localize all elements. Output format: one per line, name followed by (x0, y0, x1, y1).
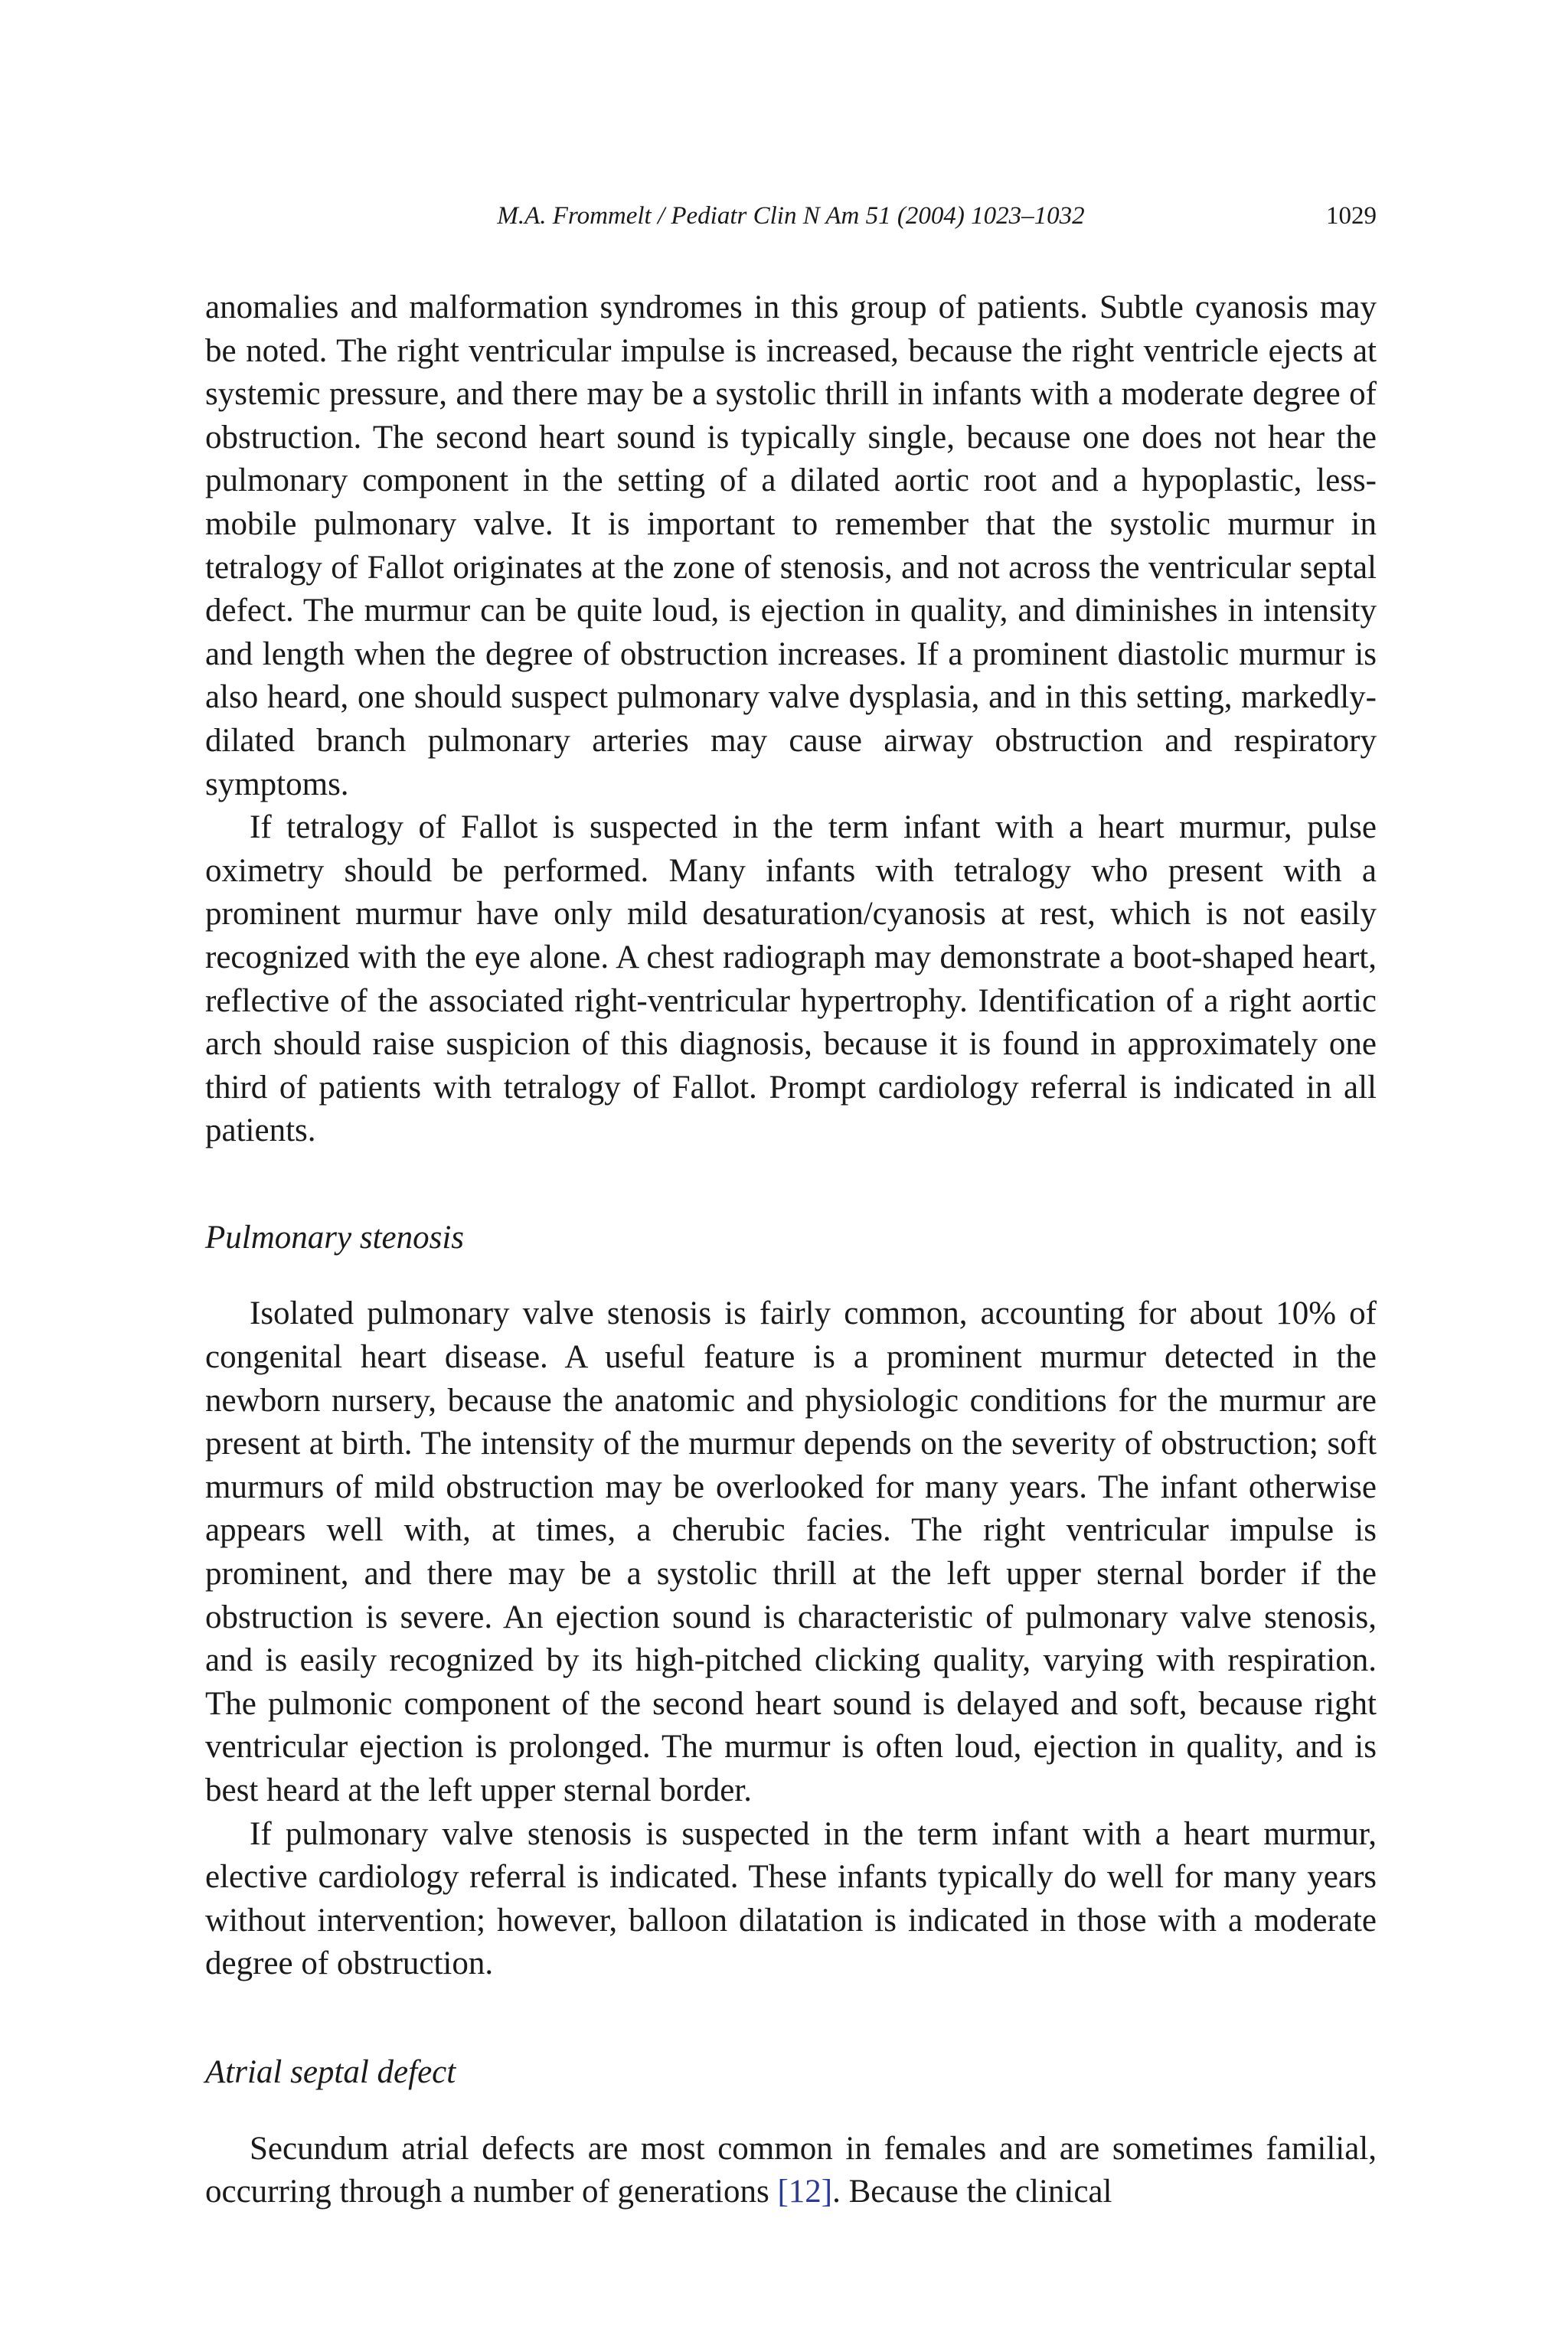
page-number: 1029 (1326, 202, 1377, 230)
paragraph-tetralogy-exam: anomalies and malformation syndromes in this group of patients. Subtle cyanosis may be noted. The right ventricular impulse is increased, because the right ventricle ejects at systemic pressure, and there may be a systolic thrill in infants with a moderate degree of obstruction. The second heart sound is typically single, because one does not hear the pulmonary component in the setting of a dilated aortic root and a hypoplastic, less-mobile pulmonary valve. It is important to remember that the systolic murmur in tetralogy of Fallot originates at the zone of stenosis, and not across the ventricular septal defect. The murmur can be quite loud, is ejection in quality, and diminishes in intensity and length when the degree of obstruction increases. If a prominent diastolic murmur is also heard, one should suspect pulmonary valve dysplasia, and in this setting, markedly-dilated branch pulmonary arteries may cause airway obstruction and respiratory symptoms. (205, 289, 1377, 802)
paragraph-pulmonary-stenosis-findings: Isolated pulmonary valve stenosis is fairly common, accounting for about 10% of congenital heart disease. A useful feature is a prominent murmur detected in the newborn nursery, because the anatomic and physiologic conditions for the murmur are present at birth. The intensity of the murmur depends on the severity of obstruction; soft murmurs of mild obstruction may be overlooked for many years. The infant otherwise appears well with, at times, a cherubic facies. The right ventricular impulse is prominent, and there may be a systolic thrill at the left upper sternal border if the obstruction is severe. An ejection sound is characteristic of pulmonary valve stenosis, and is easily recognized by its high-pitched clicking quality, varying with respiration. The pulmonic component of the second heart sound is delayed and soft, because right ventricular ejection is prolonged. The murmur is often loud, ejection in quality, and is best heard at the left upper sternal border. (205, 1295, 1377, 1808)
paragraph-text-before-reference: Secundum atrial defects are most common in females and are sometimes familial, occurring through a number of generations (205, 2130, 1377, 2210)
paragraph-text-after-reference: . Because the clinical (832, 2174, 1112, 2210)
article-body (205, 286, 1377, 2214)
section-heading-atrial-septal-defect: Atrial septal defect (205, 2053, 456, 2090)
paragraph-atrial-septal-defect (205, 2128, 1377, 2214)
running-head-citation: M.A. Frommelt / Pediatr Clin N Am 51 (2004) 1023–1032 (497, 202, 1085, 230)
journal-page (205, 198, 1377, 2214)
paragraph-pulmonary-stenosis-referral: If pulmonary valve stenosis is suspected in the term infant with a heart murmur, elective cardiology referral is indicated. These infants typically do well for many years without intervention; however, balloon dilatation is indicated in those with a moderate degree of obstruction. (205, 1815, 1377, 1982)
running-head (205, 198, 1377, 234)
section-heading-pulmonary-stenosis: Pulmonary stenosis (205, 1219, 465, 1256)
reference-link-12[interactable]: [12] (777, 2174, 833, 2210)
paragraph-tetralogy-workup: If tetralogy of Fallot is suspected in the term infant with a heart murmur, pulse oximetry should be performed. Many infants with tetralogy who present with a prominent murmur have only mild desaturation/cyanosis at rest, which is not easily recognized with the eye alone. A chest radiograph may demonstrate a boot-shaped heart, reflective of the associated right-ventricular hypertrophy. Identification of a right aortic arch should raise suspicion of this diagnosis, because it is found in approximately one third of patients with tetralogy of Fallot. Prompt cardiology referral is indicated in all patients. (205, 809, 1377, 1149)
